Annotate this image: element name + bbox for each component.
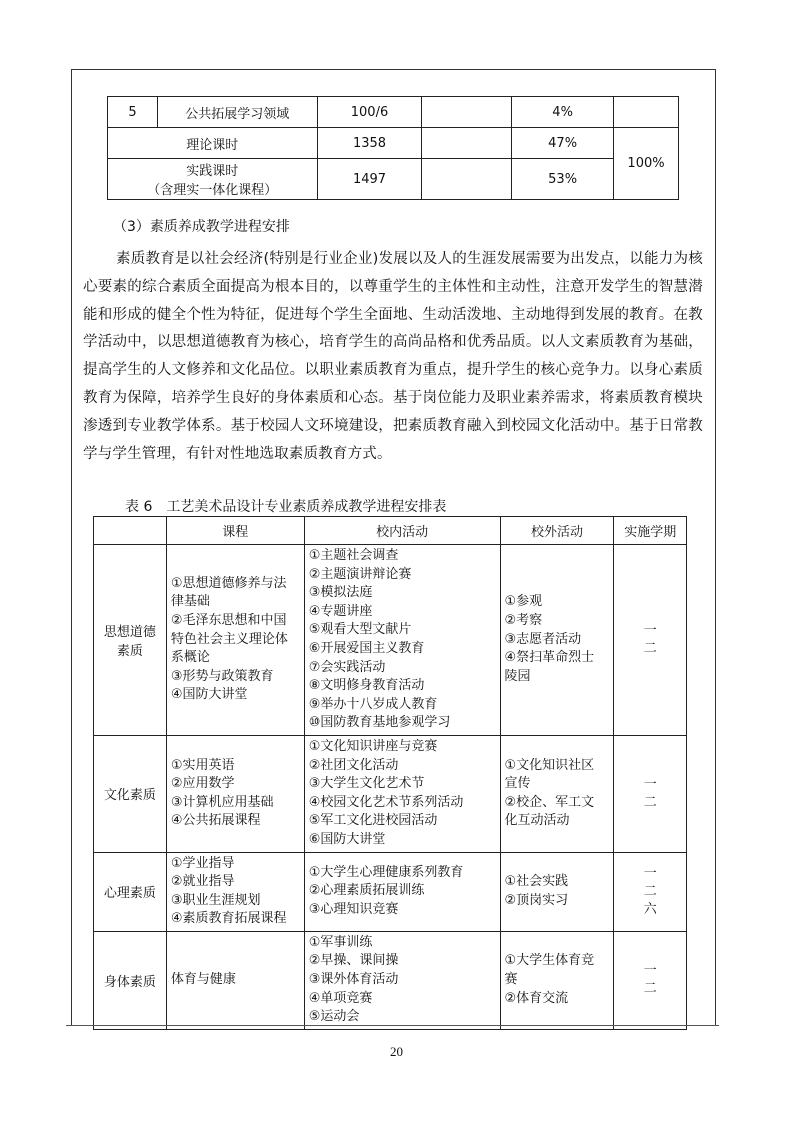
cell-lines [614, 865, 686, 919]
cell-lines [94, 971, 166, 990]
cell-lines [309, 547, 496, 733]
cell-line: ⑤军工文化进校园活动 [308, 813, 438, 829]
cell-line: 化互动活动 [504, 813, 570, 829]
cell-lines [94, 882, 166, 901]
cell-line: 一 [643, 776, 657, 792]
cell-line: 二 [643, 640, 657, 656]
cell-lines [505, 593, 610, 686]
cell-line: 体育与健康 [170, 972, 236, 988]
cell-line: 二 [643, 794, 657, 810]
cell-lines [171, 757, 300, 831]
total-percent: 100% [614, 128, 679, 200]
table-caption: 表 6 工艺美术品设计专业素质养成教学进程安排表 [125, 499, 447, 515]
offcampus-activities-cell [500, 545, 614, 736]
cell-line: ①参观 [504, 594, 543, 610]
cell-line: ②早操、课间操 [308, 953, 399, 969]
category-cell [94, 852, 167, 931]
category-cell [94, 545, 167, 736]
cell-line: ④公共拓展课程 [170, 813, 261, 829]
column-header: 校内活动 [304, 517, 500, 545]
cell-line: ②校企、军工文 [504, 794, 595, 810]
cell-line: 思想道德 [103, 624, 156, 640]
cell-line: ②主题演讲辩论赛 [308, 566, 412, 582]
category-cell [94, 931, 167, 1029]
cell-line: ①主题社会调查 [308, 548, 399, 563]
table-row [108, 128, 679, 159]
cell-line: 心理素质 [103, 886, 156, 902]
cell-lines [505, 873, 610, 910]
column-header: 实施学期 [614, 517, 687, 545]
cell-lines [309, 934, 496, 1027]
cell-line: ①学业指导 [170, 855, 235, 871]
cell-line: ①文化知识讲座与竞赛 [308, 738, 438, 754]
summary-table [107, 96, 679, 200]
offcampus-activities-cell [500, 931, 614, 1029]
hours-cell: 100/6 [317, 97, 422, 128]
cell-line: ⑩国防教育基地参观学习 [308, 715, 451, 731]
hours-cell: 1497 [317, 159, 422, 200]
cell-line: ②考察 [504, 613, 543, 629]
cell-line: 陵园 [504, 668, 531, 684]
cell-lines [94, 784, 166, 803]
cell-line: ③模拟法庭 [308, 585, 373, 601]
cell-line: 一 [643, 622, 657, 638]
cell-line: ②顶岗实习 [504, 892, 569, 908]
blank-cell [422, 128, 512, 159]
cell-lines [171, 575, 300, 705]
cell-line: 素质 [116, 643, 143, 659]
label-line: 实践课时 [186, 164, 239, 179]
cell-lines [171, 855, 300, 929]
table-row [108, 159, 679, 200]
cell-line: ④素质教育拓展课程 [170, 911, 287, 927]
cell-lines [171, 971, 300, 990]
cell-line: 文化素质 [103, 788, 156, 804]
blank-cell [422, 159, 512, 200]
campus-activities-cell [304, 852, 500, 931]
courses-cell [166, 545, 304, 736]
cell-lines [614, 962, 686, 998]
column-header [94, 517, 167, 545]
table-row [94, 545, 687, 736]
blank-cell [422, 97, 512, 128]
cell-line: 二 [643, 981, 657, 997]
cell-line: ③形势与政策教育 [170, 668, 274, 684]
cell-line: 一 [643, 963, 657, 979]
footer-divider [66, 1025, 719, 1026]
semesters-cell [614, 852, 687, 931]
theory-hours-label: 理论课时 [108, 128, 318, 159]
cell-line: ③职业生涯规划 [170, 892, 261, 908]
semesters-cell [614, 735, 687, 852]
column-header: 课程 [166, 517, 304, 545]
semesters-cell [614, 931, 687, 1029]
offcampus-activities-cell [500, 735, 614, 852]
courses-cell [166, 735, 304, 852]
cell-lines [94, 621, 166, 659]
area-name: 公共拓展学习领域 [157, 97, 317, 128]
table-row [94, 931, 687, 1029]
campus-activities-cell [304, 931, 500, 1029]
quality-table [93, 516, 687, 1030]
cell-lines [309, 864, 496, 920]
cell-line: 身体素质 [103, 974, 156, 990]
cell-line: 特色社会主义理论体 [170, 631, 288, 647]
page-number: 20 [390, 1044, 403, 1059]
cell-line: 律基础 [170, 594, 210, 610]
cell-line: ⑤观看大型文献片 [308, 622, 412, 638]
cell-line: ⑧文明修身教育活动 [308, 678, 425, 694]
cell-line: ④国防大讲堂 [170, 687, 248, 703]
offcampus-activities-cell [500, 852, 614, 931]
cell-line: ②社团文化活动 [308, 757, 399, 773]
cell-lines [505, 757, 610, 831]
column-header: 校外活动 [500, 517, 614, 545]
cell-lines [505, 952, 610, 1008]
cell-line: ①实用英语 [170, 757, 235, 773]
cell-line: ④单项竞赛 [308, 990, 373, 1006]
empty-cell [614, 97, 679, 128]
cell-line: ③大学生文化艺术节 [308, 776, 425, 792]
cell-line: ③计算机应用基础 [170, 794, 274, 810]
campus-activities-cell [304, 735, 500, 852]
cell-line: ①思想道德修养与法 [170, 575, 287, 591]
cell-line: ②就业指导 [170, 874, 235, 890]
cell-line: 赛 [504, 972, 518, 988]
table-header-row [94, 517, 687, 545]
cell-lines [614, 776, 686, 812]
hours-cell: 1358 [317, 128, 422, 159]
percent-cell: 47% [512, 128, 614, 159]
cell-line: ③课外体育活动 [308, 972, 399, 988]
cell-line: ⑤运动会 [308, 1009, 360, 1025]
cell-line: ③心理知识竞赛 [308, 901, 399, 917]
body-paragraph: 素质教育是以社会经济(特别是行业企业)发展以及人的生涯发展需要为出发点，以能力为核心要素的综合素质全面提高为根本目的，以尊重学生的主体性和主动性，注意开发学生的智慧潜能和形成的健全个性为特征，促进每个学生全面地、生动活泼地、主动地得到发展的教育。在教学活动中，以思想道德教育为核心，培育学生的高尚品格和优秀品质。以人文素质教育为基础，提高学生的人文修养和文化品位。以职业素质教育为重点，提升学生的核心竞争力。以身心素质教育为保障，培养学生良好的身体素质和心态。基于岗位能力及职业素养需求，将素质教育模块渗透到专业教学体系。基于校园人文环境建设，把素质教育融入到校园文化活动中。基于日常教学与学生管理，有针对性地选取素质教育方式。 [83, 251, 703, 462]
cell-line: 六 [643, 901, 657, 917]
cell-line: ③志愿者活动 [504, 631, 582, 647]
row-number: 5 [108, 97, 158, 128]
courses-cell [166, 931, 304, 1029]
cell-line: 宣传 [504, 776, 531, 792]
cell-line: ①军事训练 [308, 934, 373, 950]
section-heading: （3）素质养成教学进程安排 [113, 219, 290, 235]
campus-activities-cell [304, 545, 500, 736]
cell-line: ①文化知识社区 [504, 757, 595, 773]
cell-line: ⑦会实践活动 [308, 659, 386, 675]
cell-line: ①大学生体育竞 [504, 953, 595, 969]
cell-line: ②应用数学 [170, 776, 235, 792]
cell-line: 一 [643, 865, 657, 881]
cell-line: ④祭扫革命烈士 [504, 650, 595, 666]
category-cell [94, 735, 167, 852]
label-line: （含理实一体化课程） [147, 183, 278, 198]
cell-lines [309, 738, 496, 850]
semesters-cell [614, 545, 687, 736]
cell-line: 系概论 [170, 650, 210, 666]
cell-line: ②毛泽东思想和中国 [170, 613, 287, 629]
practice-hours-label [108, 159, 318, 200]
cell-line: ⑥开展爱国主义教育 [308, 640, 425, 656]
cell-line: ⑨举办十八岁成人教育 [308, 696, 438, 712]
cell-line: ④校园文化艺术节系列活动 [308, 794, 464, 810]
cell-line: ②体育交流 [504, 990, 569, 1006]
cell-line: ①社会实践 [504, 874, 569, 890]
cell-line: ①大学生心理健康系列教育 [308, 864, 464, 880]
cell-lines [614, 622, 686, 658]
cell-line: ⑥国防大讲堂 [308, 831, 386, 847]
cell-line: ④专题讲座 [308, 603, 373, 619]
cell-line: ②心理素质拓展训练 [308, 883, 425, 899]
percent-cell: 4% [512, 97, 614, 128]
percent-cell: 53% [512, 159, 614, 200]
table-row [108, 97, 679, 128]
table-row [94, 735, 687, 852]
table-row [94, 852, 687, 931]
cell-line: 二 [643, 883, 657, 899]
courses-cell [166, 852, 304, 931]
